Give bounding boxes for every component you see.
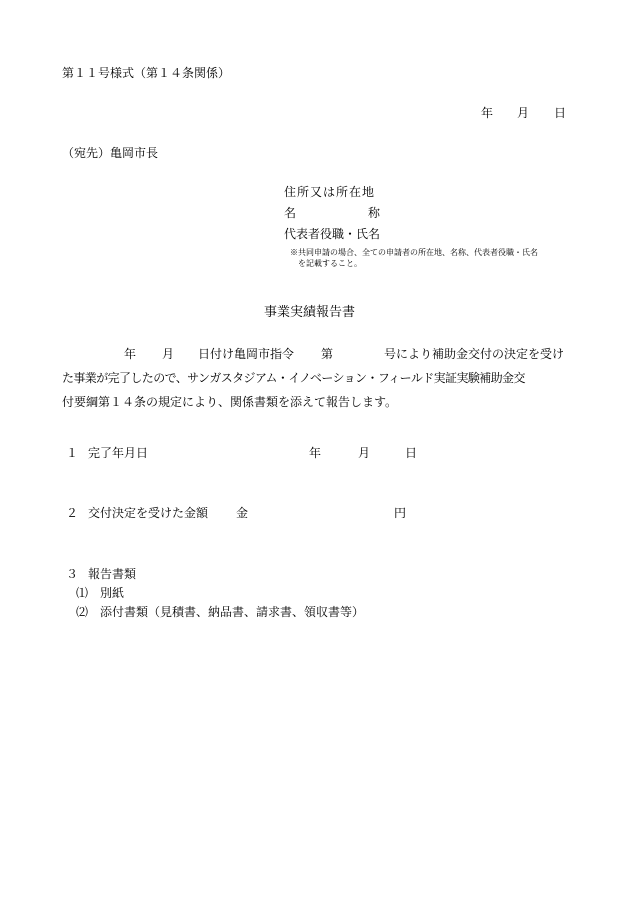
form-number: 第１１号様式（第１４条関係） [62,66,231,80]
body-line-1-rest: 号により補助金交付の決定を受け [384,347,565,361]
body-line-3: 付要綱第１４条の規定により、関係書類を添えて報告します。 [62,395,398,409]
item-3-sub-1-number: ⑴ [76,586,89,600]
item-1-number: １ [66,446,79,460]
joint-application-note-line2: を記載すること。 [298,259,362,268]
item-2-amount-prefix: 金 [236,506,249,520]
item-3-sub-2-label: 添付書類（見積書、納品書、請求書、領収書等） [100,605,365,619]
address-label: 住所又は所在地 [284,185,376,199]
name-label-second: 称 [368,206,381,220]
body-line-1 [62,342,578,366]
item-3-sub-2-number: ⑵ [76,605,89,619]
item-3-number: ３ [66,567,79,581]
item-2-number: ２ [66,506,79,520]
body-paragraph [62,342,578,414]
item-3-sub-1-label: 別紙 [100,586,125,600]
joint-application-note-line1: ※共同申請の場合、全ての申請者の所在地、名称、代表者役職・氏名 [290,248,538,257]
item-2-label: 交付決定を受けた金額 [88,506,209,520]
item-1-label: 完了年月日 [88,446,149,460]
body-date-reference: 日付け亀岡市指令 [198,347,295,361]
item-3-label: 報告書類 [88,567,137,581]
body-line-2: た事業が完了したので、サンガスタジアム・イノベーション・フィールド実証実験補助金交 [62,371,525,385]
date-month-label: 月 [517,106,530,120]
item-1-day-label: 日 [405,446,418,460]
body-year-label: 年 [124,347,137,361]
addressee: （宛先）亀岡市長 [62,146,159,160]
name-label-first: 名 [284,206,297,220]
document-title: 事業実績報告書 [264,305,356,320]
item-2-yen-unit: 円 [394,506,407,520]
representative-label: 代表者役職・氏名 [284,227,381,241]
body-month-label: 月 [162,347,175,361]
item-1-year-label: 年 [309,446,322,460]
body-dai-label: 第 [321,347,334,361]
item-1-month-label: 月 [358,446,371,460]
date-year-label: 年 [481,106,494,120]
date-day-label: 日 [554,106,567,120]
